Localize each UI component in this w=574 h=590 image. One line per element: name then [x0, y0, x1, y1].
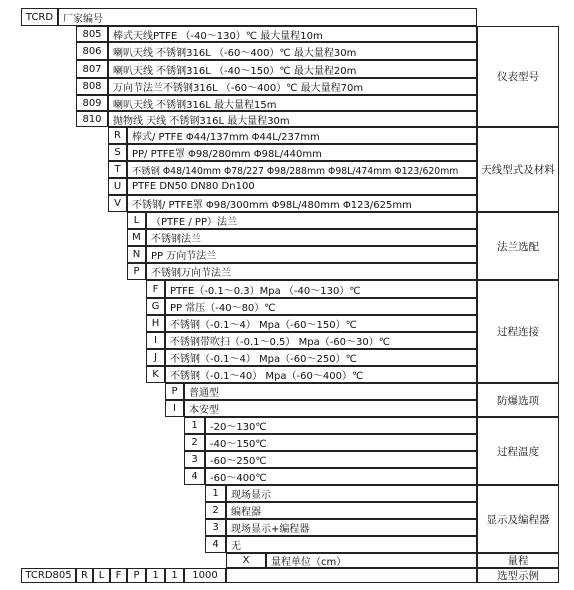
model-desc: 万向节法兰不锈钢316L （-60～400）℃ 最大量程70m: [108, 78, 477, 95]
flange-code: P: [127, 263, 146, 280]
antenna-type-code: S: [108, 144, 127, 161]
category-explosion-proof: 防爆选项: [477, 383, 559, 417]
antenna-type-desc: 不锈钢/ PTFE罩 Φ98/300mm Φ98L/480mm Φ123/625mm: [127, 195, 477, 212]
flange-code: L: [127, 212, 146, 229]
process-connection-desc: 不锈钢（-0.1～40） Mpa（-60～400）℃: [165, 366, 477, 383]
example-display: 1: [165, 568, 184, 583]
temperature-desc: -40～150℃: [205, 434, 477, 451]
model-desc: 喇叭天线 不锈钢316L （-40～150）℃ 最大量程20m: [108, 60, 477, 78]
example-model: TCRD805: [21, 568, 76, 583]
example-process-connection: F: [110, 568, 127, 583]
process-connection-desc: 不锈钢（-0.1～4） Mpa（-60～150）℃: [165, 315, 477, 332]
category-process-connection: 过程连接: [477, 280, 559, 383]
display-option-desc: 现场显示: [226, 485, 477, 502]
example-antenna-type: R: [76, 568, 93, 583]
temperature-desc: -20～130℃: [205, 417, 477, 434]
model-desc: 抛物线 天线 不锈钢316L 最大量程30m: [108, 111, 477, 127]
example-explosion-option: P: [127, 568, 146, 583]
display-option-code: 2: [205, 502, 226, 519]
temperature-desc: -60～250℃: [205, 451, 477, 468]
antenna-type-desc: 不锈钢 Φ48/140mm Φ78/227 Φ98/288mm Φ98L/474mm Φ123/620mm: [127, 161, 477, 178]
category-display-programmer: 显示及编程器: [477, 485, 559, 553]
antenna-type-code: R: [108, 127, 127, 144]
process-connection-code: G: [146, 298, 165, 315]
category-example: 选型示例: [477, 568, 559, 583]
category-range: 量程: [477, 553, 559, 568]
example-range: 1000: [184, 568, 226, 583]
flange-desc: PP 万向节法兰: [146, 246, 477, 263]
header-model-code: TCRD: [21, 8, 58, 26]
explosion-option-desc: 普通型: [184, 383, 477, 400]
display-option-code: 3: [205, 519, 226, 536]
process-connection-desc: 不锈钢带吹扫（-0.1～0.5） Mpa（-60～30）℃: [165, 332, 477, 349]
category-antenna-type-material: 天线型式及材料: [477, 127, 559, 212]
model-desc: 棒式天线PTFE （-40～130）℃ 最大量程10m: [108, 26, 477, 42]
flange-desc: 不锈钢法兰: [146, 229, 477, 246]
flange-code: N: [127, 246, 146, 263]
antenna-type-desc: 棒式/ PTFE Φ44/137mm Φ44L/237mm: [127, 127, 477, 144]
model-desc: 喇叭天线 不锈钢316L 最大量程15m: [108, 95, 477, 111]
process-connection-code: H: [146, 315, 165, 332]
category-flange: 法兰选配: [477, 212, 559, 280]
process-connection-code: I: [146, 332, 165, 349]
model-code: 805: [76, 26, 108, 42]
temperature-code: 1: [184, 417, 205, 434]
example-flange: L: [93, 568, 110, 583]
model-code: 809: [76, 95, 108, 111]
flange-desc: （PTFE / PP）法兰: [146, 212, 477, 229]
display-option-code: 4: [205, 536, 226, 553]
explosion-option-code: P: [165, 383, 184, 400]
antenna-type-desc: PTFE DN50 DN80 Dn100: [127, 178, 477, 195]
process-connection-code: J: [146, 349, 165, 366]
category-process-temperature: 过程温度: [477, 417, 559, 485]
model-code: 806: [76, 42, 108, 60]
antenna-type-desc: PP/ PTFE罩 Φ98/280mm Φ98L/440mm: [127, 144, 477, 161]
flange-desc: 不锈钢万向节法兰: [146, 263, 477, 280]
model-code: 810: [76, 111, 108, 127]
process-connection-desc: PP 常压（-40～80）℃: [165, 298, 477, 315]
process-connection-desc: PTFE（-0.1～0.3）Mpa （-40～130）℃: [165, 280, 477, 298]
example-temperature: 1: [146, 568, 165, 583]
range-code: X: [226, 553, 266, 568]
process-connection-desc: 不锈钢（-0.1～4） Mpa（-60～250）℃: [165, 349, 477, 366]
model-code: 807: [76, 60, 108, 78]
example-blank: [226, 568, 477, 583]
display-option-desc: 编程器: [226, 502, 477, 519]
process-connection-code: F: [146, 280, 165, 298]
antenna-type-code: V: [108, 195, 127, 212]
range-desc: 量程单位（cm）: [266, 553, 477, 568]
header-title: 厂家编号: [58, 8, 477, 26]
process-connection-code: K: [146, 366, 165, 383]
temperature-code: 2: [184, 434, 205, 451]
display-option-desc: 无: [226, 536, 477, 553]
temperature-code: 3: [184, 451, 205, 468]
temperature-code: 4: [184, 468, 205, 485]
antenna-type-code: T: [108, 161, 127, 178]
display-option-code: 1: [205, 485, 226, 502]
flange-code: M: [127, 229, 146, 246]
temperature-desc: -60～400℃: [205, 468, 477, 485]
category-instrument-model: 仪表型号: [477, 26, 559, 127]
antenna-type-code: U: [108, 178, 127, 195]
model-desc: 喇叭天线 不锈钢316L （-60～400）℃ 最大量程30m: [108, 42, 477, 60]
explosion-option-desc: 本安型: [184, 400, 477, 417]
display-option-desc: 现场显示+编程器: [226, 519, 477, 536]
model-code: 808: [76, 78, 108, 95]
explosion-option-code: I: [165, 400, 184, 417]
